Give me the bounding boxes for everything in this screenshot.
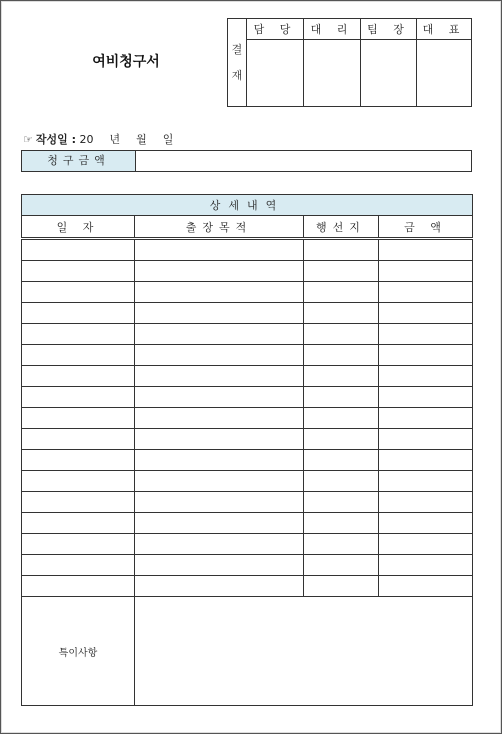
amount-cell[interactable] [379,408,473,429]
destination-cell[interactable] [304,576,379,597]
date-cell[interactable] [22,366,135,387]
date-cell[interactable] [22,471,135,492]
destination-cell[interactable] [304,492,379,513]
destination-cell[interactable] [304,261,379,282]
purpose-cell[interactable] [135,239,304,261]
table-row [22,387,473,408]
date-cell[interactable] [22,513,135,534]
destination-cell[interactable] [304,471,379,492]
table-row [22,471,473,492]
table-row [22,282,473,303]
purpose-cell[interactable] [135,450,304,471]
amount-cell[interactable] [379,303,473,324]
date-cell[interactable] [22,303,135,324]
date-year-unit: 년 [109,133,121,146]
date-cell[interactable] [22,239,135,261]
amount-cell[interactable] [379,555,473,576]
destination-cell[interactable] [304,534,379,555]
purpose-cell[interactable] [135,429,304,450]
amount-cell[interactable] [379,450,473,471]
destination-cell[interactable] [304,282,379,303]
table-row [22,555,473,576]
table-row [22,366,473,387]
amount-cell[interactable] [379,513,473,534]
date-cell[interactable] [22,576,135,597]
destination-cell[interactable] [304,513,379,534]
purpose-cell[interactable] [135,303,304,324]
purpose-cell[interactable] [135,534,304,555]
column-header-destination: 행선지 [304,216,379,239]
signature-box-team-leader[interactable] [361,40,417,107]
amount-cell[interactable] [379,345,473,366]
table-row [22,261,473,282]
purpose-cell[interactable] [135,408,304,429]
date-label: 작성일 : [35,133,76,146]
destination-cell[interactable] [304,408,379,429]
amount-cell[interactable] [379,534,473,555]
amount-cell[interactable] [379,576,473,597]
amount-cell[interactable] [379,492,473,513]
purpose-cell[interactable] [135,471,304,492]
approval-role-ceo: 대 표 [417,19,472,40]
purpose-cell[interactable] [135,261,304,282]
date-month-unit: 월 [136,133,147,146]
approval-role-assistant-manager: 대 리 [304,19,361,40]
approval-side-label [228,19,247,107]
table-row [22,324,473,345]
signature-box-staff[interactable] [247,40,304,107]
approval-role-team-leader: 팀 장 [361,19,417,40]
purpose-cell[interactable] [135,366,304,387]
approval-side-char-2: 재 [231,68,243,82]
details-table [21,194,473,706]
destination-cell[interactable] [304,303,379,324]
destination-cell[interactable] [304,429,379,450]
table-row [22,513,473,534]
purpose-cell[interactable] [135,387,304,408]
purpose-cell[interactable] [135,576,304,597]
date-cell[interactable] [22,450,135,471]
purpose-cell[interactable] [135,555,304,576]
date-cell[interactable] [22,261,135,282]
table-row [22,303,473,324]
table-row [22,239,473,261]
details-body [22,239,473,597]
amount-cell[interactable] [379,261,473,282]
claim-amount-label: 청구금액 [22,151,136,171]
date-cell[interactable] [22,408,135,429]
signature-box-ceo[interactable] [417,40,472,107]
approval-side-char-1: 결 [231,42,243,56]
purpose-cell[interactable] [135,513,304,534]
column-header-purpose: 출장목적 [135,216,304,239]
purpose-cell[interactable] [135,345,304,366]
date-cell[interactable] [22,429,135,450]
date-cell[interactable] [22,492,135,513]
approval-table [227,18,472,107]
pointing-hand-icon: ☞ [23,133,33,146]
date-year-prefix[interactable]: 20 [79,133,94,146]
amount-cell[interactable] [379,366,473,387]
destination-cell[interactable] [304,555,379,576]
destination-cell[interactable] [304,324,379,345]
table-row [22,492,473,513]
document-title: 여비청구서 [92,54,160,70]
destination-cell[interactable] [304,450,379,471]
details-caption: 상세내역 [22,195,473,216]
amount-cell[interactable] [379,239,473,261]
date-cell[interactable] [22,387,135,408]
amount-cell[interactable] [379,282,473,303]
notes-field[interactable] [135,597,473,706]
purpose-cell[interactable] [135,492,304,513]
table-row [22,576,473,597]
date-cell[interactable] [22,345,135,366]
date-line [23,131,173,147]
table-row [22,450,473,471]
date-cell[interactable] [22,282,135,303]
amount-cell[interactable] [379,429,473,450]
date-day-unit: 일 [162,133,174,146]
purpose-cell[interactable] [135,324,304,345]
table-row [22,534,473,555]
table-row [22,345,473,366]
column-header-amount: 금 액 [379,216,473,239]
claim-amount-field[interactable] [136,151,471,171]
destination-cell[interactable] [304,366,379,387]
date-cell[interactable] [22,534,135,555]
notes-label: 특이사항 [22,597,135,706]
destination-cell[interactable] [304,239,379,261]
purpose-cell[interactable] [135,282,304,303]
amount-cell[interactable] [379,387,473,408]
amount-cell[interactable] [379,471,473,492]
claim-amount-row [21,150,472,172]
table-row [22,408,473,429]
date-cell[interactable] [22,555,135,576]
table-row [22,429,473,450]
destination-cell[interactable] [304,345,379,366]
signature-box-assistant-manager[interactable] [304,40,361,107]
amount-cell[interactable] [379,324,473,345]
date-cell[interactable] [22,324,135,345]
column-header-date: 일 자 [22,216,135,239]
destination-cell[interactable] [304,387,379,408]
approval-role-staff: 담 당 [247,19,304,40]
